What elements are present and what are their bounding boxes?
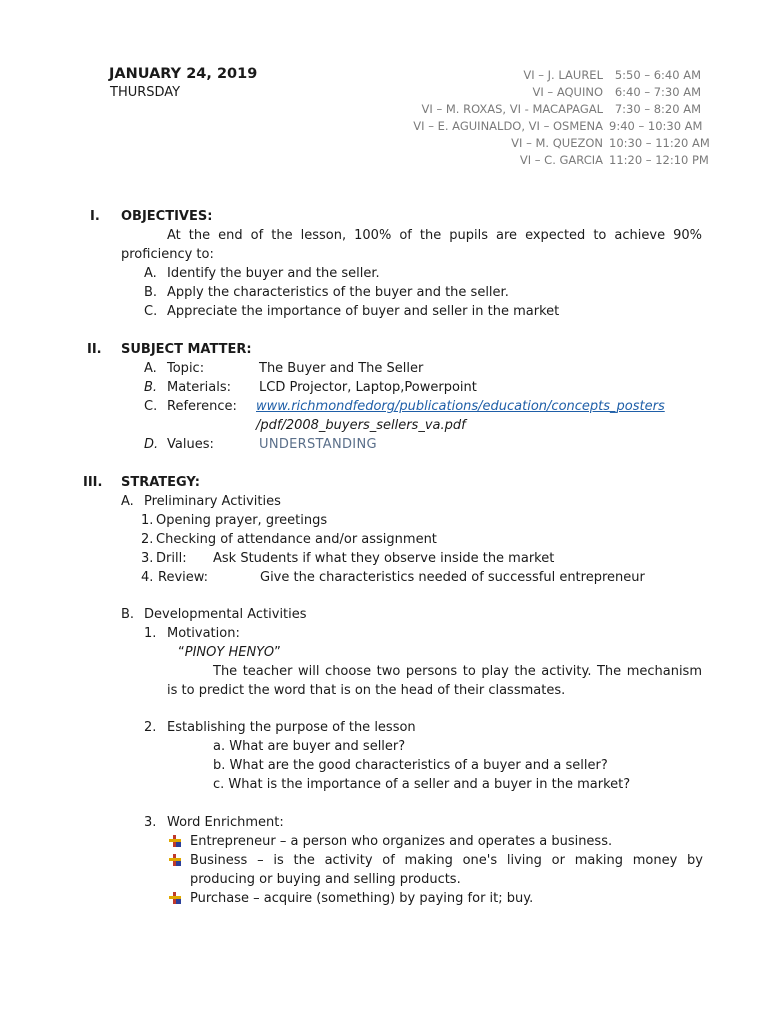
objective-item: Appreciate the importance of buyer and seller in the market bbox=[167, 304, 560, 319]
subject-letter: B. bbox=[144, 380, 158, 395]
schedule-row: VI – AQUINO 6:40 – 7:30 AM bbox=[532, 85, 701, 99]
developmental-title: Developmental Activities bbox=[144, 607, 307, 622]
activity-num: 2. bbox=[141, 532, 154, 547]
dev-num: 1. bbox=[144, 626, 157, 641]
motivation-text-cont: is to predict the word that is on the head of their classmates. bbox=[167, 683, 566, 698]
plus-bullet-icon bbox=[168, 891, 182, 905]
topic-label: Topic: bbox=[167, 361, 205, 376]
preliminary-title: Preliminary Activities bbox=[144, 494, 281, 509]
reference-label: Reference: bbox=[167, 399, 237, 414]
subject-letter: C. bbox=[144, 399, 158, 414]
game-title: “PINOY HENYO” bbox=[178, 645, 281, 660]
purpose-item: a. What are buyer and seller? bbox=[213, 739, 406, 754]
drill-label: Drill: bbox=[156, 551, 187, 566]
materials-value: LCD Projector, Laptop,Powerpoint bbox=[259, 380, 477, 395]
term-entrepreneur: Entrepreneur – a person who organizes and operates a business. bbox=[190, 834, 613, 849]
activity-item: Opening prayer, greetings bbox=[156, 513, 328, 528]
term-business: Business – is the activity of making one's living or making money by bbox=[190, 853, 703, 868]
purpose-title: Establishing the purpose of the lesson bbox=[167, 720, 416, 735]
activity-num: 3. bbox=[141, 551, 154, 566]
objective-item: Apply the characteristics of the buyer and the seller. bbox=[167, 285, 509, 300]
values-label: Values: bbox=[167, 437, 214, 452]
class-schedule bbox=[413, 67, 710, 169]
lesson-date: JANUARY 24, 2019 bbox=[109, 66, 258, 82]
plus-bullet-icon bbox=[168, 853, 182, 867]
plus-bullet-icon bbox=[168, 834, 182, 848]
schedule-row: VI – J. LAUREL 5:50 – 6:40 AM bbox=[523, 68, 701, 82]
materials-label: Materials: bbox=[167, 380, 231, 395]
schedule-row: VI – C. GARCIA 11:20 – 12:10 PM bbox=[519, 153, 709, 167]
values-value: UNDERSTANDING bbox=[259, 437, 377, 452]
review-label: Review: bbox=[158, 570, 209, 585]
objective-letter: C. bbox=[144, 304, 158, 319]
reference-link[interactable]: www.richmondfedorg/publications/education/concepts_posters bbox=[256, 399, 665, 414]
dev-num: 2. bbox=[144, 720, 157, 735]
term-purchase: Purchase – acquire (something) by paying for it; buy. bbox=[190, 891, 534, 906]
section-numeral: III. bbox=[83, 475, 103, 490]
objectives-intro-cont: proficiency to: bbox=[121, 247, 214, 262]
term-business-cont: producing or buying and selling products. bbox=[190, 872, 461, 887]
section-numeral: I. bbox=[90, 209, 100, 224]
enrichment-title: Word Enrichment: bbox=[167, 815, 284, 830]
subject-letter: D. bbox=[144, 437, 159, 452]
section-title-strategy: STRATEGY: bbox=[121, 475, 200, 490]
activity-item: Give the characteristics needed of successful entrepreneur bbox=[260, 570, 645, 585]
schedule-row: VI – M. QUEZON 10:30 – 11:20 AM bbox=[511, 136, 710, 150]
objective-letter: B. bbox=[144, 285, 158, 300]
strategy-letter: A. bbox=[121, 494, 134, 509]
activity-num: 4. bbox=[141, 570, 154, 585]
lesson-day: THURSDAY bbox=[110, 85, 181, 100]
topic-value: The Buyer and The Seller bbox=[259, 361, 424, 376]
schedule-row: VI – E. AGUINALDO, VI – OSMENA 9:40 – 10:30 AM bbox=[413, 119, 703, 133]
section-title-objectives: OBJECTIVES: bbox=[121, 209, 213, 224]
section-title-subject-matter: SUBJECT MATTER: bbox=[121, 342, 252, 357]
dev-num: 3. bbox=[144, 815, 157, 830]
section-numeral: II. bbox=[87, 342, 102, 357]
activity-item: Checking of attendance and/or assignment bbox=[156, 532, 437, 547]
schedule-row: VI – M. ROXAS, VI - MACAPAGAL 7:30 – 8:20 AM bbox=[421, 102, 701, 116]
strategy-letter: B. bbox=[121, 607, 135, 622]
subject-letter: A. bbox=[144, 361, 157, 376]
objective-letter: A. bbox=[144, 266, 157, 281]
motivation-title: Motivation: bbox=[167, 626, 240, 641]
reference-link-cont: /pdf/2008_buyers_sellers_va.pdf bbox=[256, 418, 466, 433]
activity-num: 1. bbox=[141, 513, 154, 528]
objectives-intro: At the end of the lesson, 100% of the pupils are expected to achieve 90% bbox=[167, 228, 702, 243]
activity-item: Ask Students if what they observe inside the market bbox=[213, 551, 555, 566]
objective-item: Identify the buyer and the seller. bbox=[167, 266, 380, 281]
purpose-item: b. What are the good characteristics of a buyer and a seller? bbox=[213, 758, 608, 773]
purpose-item: c. What is the importance of a seller and a buyer in the market? bbox=[213, 777, 631, 792]
motivation-text: The teacher will choose two persons to play the activity. The mechanism bbox=[213, 664, 702, 679]
